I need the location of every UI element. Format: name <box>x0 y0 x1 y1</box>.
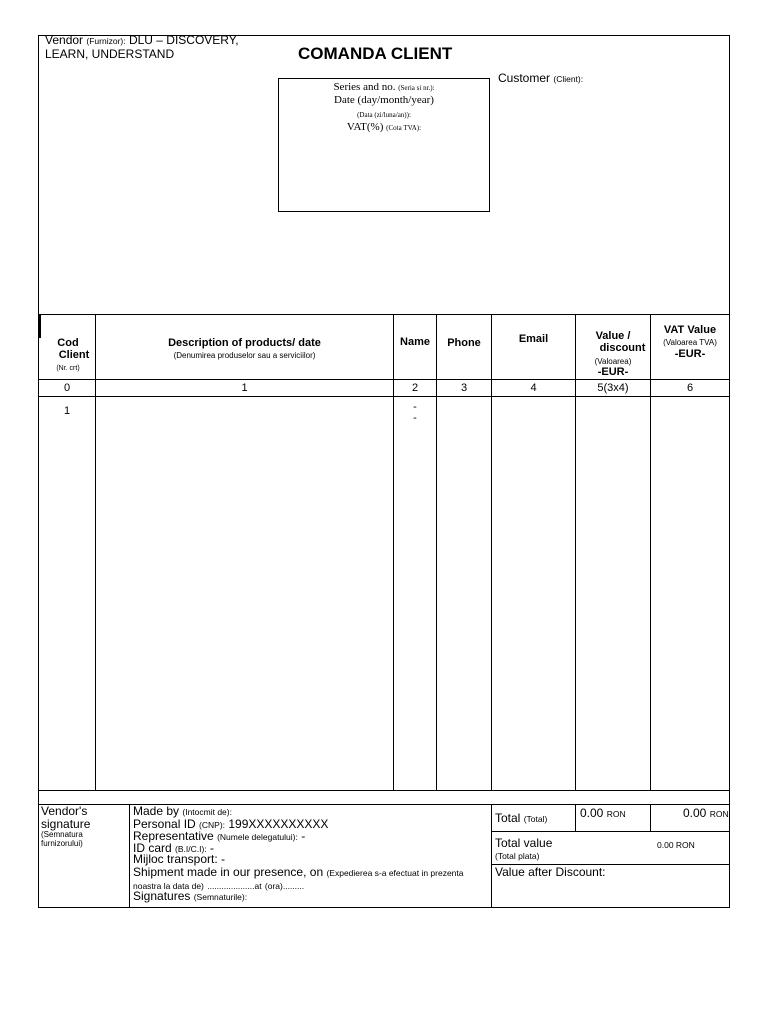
header-description-ro: (Denumirea produselor sau a serviciilor) <box>173 351 316 360</box>
vendor-label-en: Vendor <box>45 33 84 47</box>
index-cell-1: 1 <box>241 382 248 394</box>
vat-line <box>279 121 489 135</box>
header-vat-ro: (Valoarea TVA) <box>663 338 717 347</box>
header-description: Description of products/ date <box>168 337 321 349</box>
index-cell-0: 0 <box>63 382 71 394</box>
customer-label <box>498 72 583 86</box>
shipment-dots2: ......... <box>282 881 305 891</box>
total-pay-label: Total value <box>495 836 553 850</box>
header-value-line1: Value / <box>595 330 631 342</box>
signatures-label: Signatures <box>133 889 191 903</box>
total-value-amount: 0.00 <box>580 806 604 820</box>
total-label <box>495 812 547 826</box>
vat-label-ro: (Cota TVA): <box>386 124 422 132</box>
signatures-ro: (Semnaturile): <box>193 892 248 902</box>
id-card-ro: (B.I/C.I): <box>175 844 207 854</box>
vendor-name-line1: DLU – DISCOVERY, <box>128 33 239 47</box>
vendor-label-ro: (Furnizor): <box>86 36 126 46</box>
made-by-ro: (Intocmit de): <box>182 807 232 817</box>
vendor-signature-line1: Vendor's <box>41 804 88 818</box>
header-name: Name <box>400 336 430 348</box>
row-cod: 1 <box>63 405 71 417</box>
shipment-label: Shipment made in our presence, on <box>133 865 324 879</box>
row-name-line1: - <box>413 401 417 413</box>
id-card-value: - <box>210 841 215 855</box>
made-by-label: Made by <box>133 804 180 818</box>
total-vat-currency: RON <box>709 809 729 819</box>
total-vat <box>683 807 729 821</box>
total-label-ro: (Total) <box>523 814 548 824</box>
transport-label: Mijloc transport: <box>133 852 218 866</box>
total-value-currency: RON <box>606 809 626 819</box>
customer-label-ro: (Client): <box>553 74 584 84</box>
vendor-signature-ro2: furnizorului) <box>41 839 83 848</box>
header-cod-line2: Client <box>58 349 90 361</box>
index-cell-5: 5(3x4) <box>597 382 629 394</box>
vendor-name-line2: LEARN, UNDERSTAND <box>45 47 175 61</box>
customer-label-en: Customer <box>498 71 551 85</box>
index-cell-2: 2 <box>411 382 419 394</box>
id-card-label: ID card <box>133 841 172 855</box>
series-label: Series and no. <box>333 81 396 93</box>
series-box <box>278 78 490 212</box>
date-label-ro: (Data (zi/luna/an)): <box>357 111 411 119</box>
date-ro-line <box>279 108 489 122</box>
shipment-line <box>133 866 464 880</box>
header-value-line2: discount <box>599 342 646 354</box>
personal-id-label: Personal ID <box>133 817 196 831</box>
header-email: Email <box>518 333 549 345</box>
vat-label: VAT(%) <box>346 121 384 133</box>
total-vat-amount: 0.00 <box>683 806 707 820</box>
vendor-label <box>45 34 239 48</box>
vendor-signature-line2: signature <box>41 817 91 831</box>
header-value-currency: -EUR- <box>597 366 629 378</box>
total-pay-value: 0.00 RON <box>657 840 695 850</box>
shipment-ora: (ora) <box>264 881 283 891</box>
header-vat-line1: VAT Value <box>663 324 717 336</box>
index-cell-6: 6 <box>686 382 694 394</box>
representative-label: Representative <box>133 829 214 843</box>
page-title: COMANDA CLIENT <box>298 44 453 63</box>
index-cell-3: 3 <box>460 382 468 394</box>
total-label-en: Total <box>495 811 521 825</box>
total-value <box>580 807 626 821</box>
header-value-ro: (Valoarea) <box>594 357 632 366</box>
vendor-signature-ro1: (Semnatura <box>41 830 83 839</box>
representative-value: - <box>301 829 306 843</box>
personal-id-value: 199XXXXXXXXXX <box>228 817 329 831</box>
transport-value: - <box>221 852 226 866</box>
personal-id-ro: (CNP): <box>199 820 226 830</box>
header-cod-line1: Cod <box>57 337 79 349</box>
shipment-dots: ....................at <box>207 881 262 891</box>
header-cod-ro: (Nr. crt) <box>56 365 80 372</box>
series-number-line <box>279 81 489 95</box>
header-vat-currency: -EUR- <box>674 348 706 360</box>
shipment-ro: (Expedierea s-a efectuat in prezenta <box>326 868 464 878</box>
date-line <box>279 94 489 107</box>
shipment-ro2: noastra la data de) <box>133 881 204 891</box>
series-label-ro: (Seria si nr.): <box>398 84 435 92</box>
signatures-line <box>133 890 247 904</box>
date-label: Date (day/month/year) <box>334 94 434 106</box>
value-after-discount: Value after Discount: <box>495 865 606 879</box>
row-name-line2: - <box>413 412 417 424</box>
representative-ro: (Numele delegatului): <box>217 832 298 842</box>
total-pay-ro: (Total plata) <box>495 851 540 861</box>
header-phone: Phone <box>447 337 481 349</box>
index-cell-4: 4 <box>530 382 537 394</box>
